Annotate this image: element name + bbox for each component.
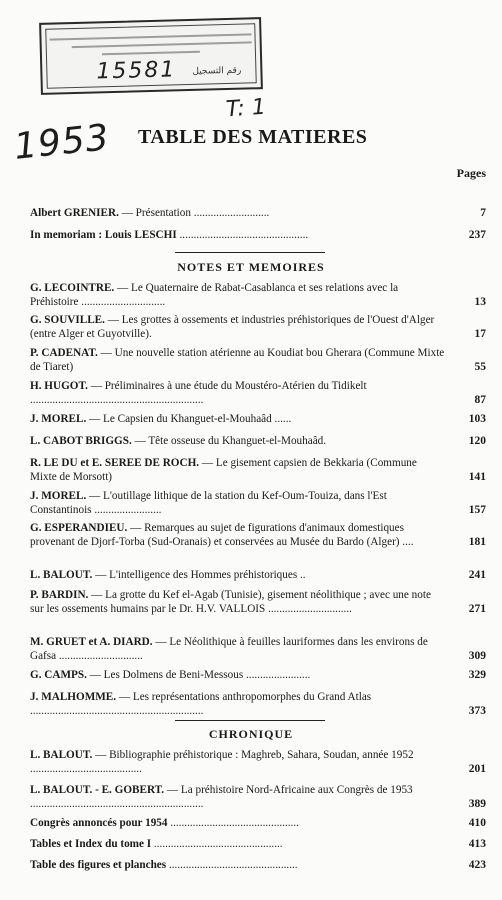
pages-column-header: Pages xyxy=(456,166,486,180)
entry-author: M. GRUET et A. DIARD. xyxy=(30,636,153,648)
entry-title: — La préhistoire Nord-Africaine aux Congrès de 1953 .............................................................. xyxy=(30,784,413,810)
toc-entry xyxy=(30,669,486,683)
entry-author: H. HUGOT. xyxy=(30,380,88,392)
entry-page: 17 xyxy=(474,327,486,340)
toc-entry xyxy=(30,347,486,374)
toc-entry xyxy=(30,207,486,221)
toc-entry xyxy=(30,314,486,341)
toc-entry xyxy=(30,636,486,663)
entry-title: — Le Capsien du Khanguet-el-Mouhaâd ...... xyxy=(89,413,292,425)
entry-page: 389 xyxy=(468,797,486,810)
entry-author: J. MOREL. xyxy=(30,413,87,425)
toc-entry xyxy=(30,569,486,583)
entry-title: .............................................. xyxy=(153,838,283,850)
entry-title: — L'intelligence des Hommes préhistoriques .. xyxy=(95,569,306,581)
toc-entry xyxy=(30,490,486,517)
toc-entry xyxy=(30,749,486,776)
entry-page: 413 xyxy=(468,838,486,850)
handwritten-mark: T: 1 xyxy=(225,94,267,123)
entry-title: — Le Quaternaire de Rabat-Casablanca et ses relations avec la Préhistoire .............................. xyxy=(30,282,399,308)
entry-title: — Le Néolithique à feuilles lauriformes dans les environs de Gafsa .............................. xyxy=(30,636,428,662)
entry-author: Congrès annoncés pour 1954 xyxy=(30,817,168,829)
entry-author: Table des figures et planches xyxy=(30,859,167,871)
stamp-number: 15581 xyxy=(96,57,177,85)
entry-author: J. MALHOMME. xyxy=(30,691,117,703)
entry-page: 103 xyxy=(468,413,486,425)
entry-title: — Préliminaires à une étude du Moustéro-Atérien du Tidikelt .............................................................. xyxy=(30,380,367,406)
entry-page: 157 xyxy=(468,503,486,516)
toc-entry xyxy=(30,282,486,309)
toc-entry xyxy=(30,691,486,718)
entry-title: — Les Dolmens de Beni-Messous ....................... xyxy=(89,669,311,681)
entry-title: — Les représentations anthropomorphes du Grand Atlas .............................................................. xyxy=(30,691,372,717)
toc-entry xyxy=(30,522,486,549)
entry-title: .............................................. xyxy=(168,859,298,871)
entry-page: 373 xyxy=(468,704,486,717)
entry-page: 237 xyxy=(468,229,486,241)
entry-title: — Présentation ........................... xyxy=(121,207,270,219)
library-stamp xyxy=(39,17,263,95)
section-divider xyxy=(175,720,325,721)
entry-author: P. BARDIN. xyxy=(30,589,89,601)
entry-author: Tables et Index du tome I xyxy=(30,838,152,850)
entry-page: 181 xyxy=(468,535,486,548)
entry-title: — Bibliographie préhistorique : Maghreb, Sahara, Soudan, année 1952 ........................................ xyxy=(30,749,414,775)
section-title-chronique: CHRONIQUE xyxy=(208,727,294,741)
toc-entry xyxy=(30,229,486,243)
handwritten-year: 1953 xyxy=(12,117,112,168)
toc-entry xyxy=(30,817,486,831)
entry-title: .............................................. xyxy=(179,229,309,241)
entry-title: — La grotte du Kef el-Agab (Tunisie), gisement néolithique ; avec une note sur les ossements humains par le Dr. H.V. VALLOIS .............................. xyxy=(30,589,431,615)
entry-author: In memoriam : Louis LESCHI xyxy=(30,229,177,241)
entry-author: J. MOREL. xyxy=(30,490,87,502)
entry-author: L. BALOUT. - E. GOBERT. xyxy=(30,784,165,796)
entry-page: 7 xyxy=(480,207,486,219)
entry-title: — L'outillage lithique de la station du Kef-Oum-Touiza, dans l'Est Constantinois ........................ xyxy=(30,490,387,516)
toc-entry xyxy=(30,838,486,852)
entry-author: G. LECOINTRE. xyxy=(30,282,115,294)
entry-page: 241 xyxy=(468,569,486,581)
entry-title: — Les grottes à ossements et industries préhistoriques de l'Ouest d'Alger (entre Alger et Guyotville). xyxy=(30,314,435,340)
toc-entry xyxy=(30,413,486,427)
section-divider xyxy=(175,252,325,253)
toc-entry xyxy=(30,784,486,811)
entry-page: 309 xyxy=(468,649,486,662)
entry-title: .............................................. xyxy=(170,817,299,829)
page-title: TABLE DES MATIERES xyxy=(138,126,368,148)
entry-page: 329 xyxy=(468,669,486,681)
toc-entry xyxy=(30,859,486,873)
entry-title: — Une nouvelle station atérienne au Koudiat bou Gherara (Commune Mixte de Tiaret) xyxy=(30,347,445,373)
entry-page: 55 xyxy=(474,360,486,373)
entry-page: 13 xyxy=(474,295,486,308)
entry-author: Albert GRENIER. xyxy=(30,207,119,219)
entry-page: 87 xyxy=(474,393,486,406)
entry-page: 423 xyxy=(468,859,486,871)
entry-author: G. ESPERANDIEU. xyxy=(30,522,128,534)
entry-author: L. BALOUT. xyxy=(30,569,93,581)
entry-author: L. CABOT BRIGGS. xyxy=(30,435,132,447)
toc-entry xyxy=(30,435,486,449)
toc-entry xyxy=(30,457,486,484)
entry-page: 201 xyxy=(468,762,486,775)
entry-page: 120 xyxy=(468,435,486,447)
entry-page: 141 xyxy=(468,470,486,483)
entry-page: 271 xyxy=(468,602,486,615)
toc-entry xyxy=(30,380,486,407)
entry-author: L. BALOUT. xyxy=(30,749,93,761)
entry-author: G. CAMPS. xyxy=(30,669,87,681)
entry-author: P. CADENAT. xyxy=(30,347,98,359)
section-title-notes: NOTES ET MEMOIRES xyxy=(177,260,325,274)
stamp-caption: رقم التسجيل xyxy=(192,65,242,77)
entry-page: 410 xyxy=(468,817,486,829)
entry-title: — Le gisement capsien de Bekkaria (Commune Mixte de Morsott) xyxy=(30,457,417,483)
entry-author: G. SOUVILLE. xyxy=(30,314,105,326)
entry-author: R. LE DU et E. SEREE DE ROCH. xyxy=(30,457,200,469)
entry-title: — Tête osseuse du Khanguet-el-Mouhaâd. xyxy=(134,435,327,447)
toc-entry xyxy=(30,589,486,616)
entry-title: — Remarques au sujet de figurations d'animaux domestiques provenant de Djorf-Torba (Sud-Oranais) et conservées au Musée du Bardo (Alger) .... xyxy=(30,522,414,548)
